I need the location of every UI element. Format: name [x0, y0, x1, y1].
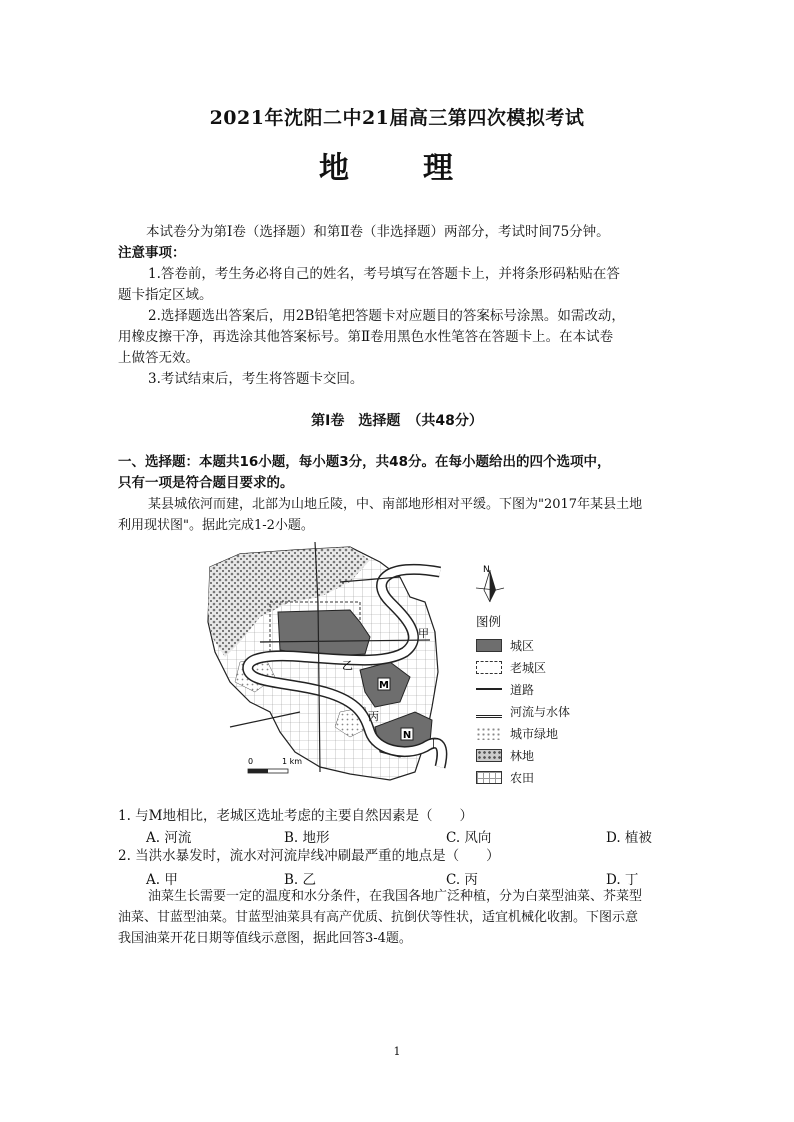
question-1-options [146, 826, 652, 846]
q1-option-c[interactable]: C. 风向 [446, 830, 492, 846]
notice-item-1-line-2: 题卡指定区域。 [118, 287, 213, 303]
scale-zero: 0 [248, 757, 254, 766]
river-swatch-icon [476, 705, 502, 718]
notice-item-1-line-1: 1.答卷前，考生务必将自己的姓名，考号填写在答题卡上，并将条形码粘贴在答 [148, 266, 620, 282]
label-yi: 乙 [342, 659, 353, 672]
notice-item-2-line-1: 2.选择题选出答案后，用2B铅笔把答题卡对应题目的答案标号涂黑。如需改动， [148, 308, 625, 324]
legend-title: 图例 [476, 614, 502, 629]
urban-swatch-icon [476, 639, 502, 652]
passage1-line-1: 某县城依河而建，北部为山地丘陵，中、南部地形相对平缓。下图为"2017年某县土地 [148, 497, 643, 512]
notice-item-2-line-2: 用橡皮擦干净，再选涂其他答案标号。第Ⅱ卷用黑色水性笔答在答题卡上。在本试卷 [118, 329, 614, 345]
question-2-options [146, 868, 638, 888]
exam-title: 2021年沈阳二中21届高三第四次模拟考试 [209, 107, 585, 129]
q2-option-d[interactable]: D. 丁 [606, 872, 639, 888]
q1-option-a[interactable]: A. 河流 [146, 830, 192, 846]
forest-swatch-icon [476, 749, 502, 762]
legend-item-road: 道路 [476, 678, 606, 700]
notice-item-3: 3.考试结束后，考生将答题卡交回。 [148, 371, 364, 387]
legend-item-old-city: 老城区 [476, 656, 606, 678]
passage2-line-2: 油菜、甘蓝型油菜。甘蓝型油菜具有高产优质、抗倒伏等性状，适宜机械化收割。下图示意 [118, 910, 639, 925]
question-1-stem: 1. 与M地相比，老城区选址考虑的主要自然因素是（ ） [118, 808, 473, 824]
legend-item-green: 城市绿地 [476, 722, 606, 744]
q2-option-c[interactable]: C. 丙 [446, 872, 478, 888]
legend-item-farmland: 农田 [476, 766, 606, 788]
old-city-swatch-icon [476, 661, 502, 674]
label-m: M [379, 680, 389, 691]
q1-option-d[interactable]: D. 植被 [606, 830, 652, 846]
section-title: 第Ⅰ卷 选择题 （共48分） [311, 413, 483, 429]
q1-option-b[interactable]: B. 地形 [284, 830, 330, 846]
label-bing: 丙 [368, 710, 379, 723]
label-n: N [402, 730, 412, 741]
legend-item-river: 河流与水体 [476, 700, 606, 722]
part1-instruction-line-2: 只有一项是符合题目要求的。 [118, 475, 294, 491]
passage1-line-2: 利用现状图"。据此完成1-2小题。 [118, 518, 314, 533]
north-label: N [483, 565, 490, 575]
legend-item-forest: 林地 [476, 744, 606, 766]
question-2-stem: 2. 当洪水暴发时，流水对河流岸线冲刷最严重的地点是（ ） [118, 848, 500, 864]
legend-item-urban: 城区 [476, 634, 606, 656]
label-jia: 甲 [418, 627, 429, 640]
farmland-swatch-icon [476, 771, 502, 784]
q2-option-b[interactable]: B. 乙 [284, 872, 317, 888]
urban-core [278, 610, 370, 657]
part1-instruction-line-1: 一、选择题：本题共16小题，每小题3分，共48分。在每小题给出的四个选项中， [118, 454, 611, 470]
scale-km: 1 km [282, 757, 303, 766]
passage2-line-1: 油菜生长需要一定的温度和水分条件，在我国各地广泛种植，分为白菜型油菜、芥菜型 [148, 889, 643, 904]
page-number: 1 [393, 1045, 401, 1058]
q2-option-a[interactable]: A. 甲 [146, 872, 178, 888]
label-ding: 丁 [428, 737, 439, 750]
intro-text: 本试卷分为第Ⅰ卷（选择题）和第Ⅱ卷（非选择题）两部分，考试时间75分钟。 [146, 224, 610, 240]
green-swatch-icon [476, 727, 502, 740]
map-legend [476, 610, 606, 788]
north-arrow-icon [476, 565, 504, 602]
subject-title: 地 理 [319, 151, 475, 186]
notice-heading: 注意事项： [118, 245, 186, 261]
passage2-line-3: 我国油菜开花日期等值线示意图，据此回答3-4题。 [118, 931, 412, 946]
notice-item-2-line-3: 上做答无效。 [118, 350, 199, 366]
road-swatch-icon [476, 688, 502, 690]
